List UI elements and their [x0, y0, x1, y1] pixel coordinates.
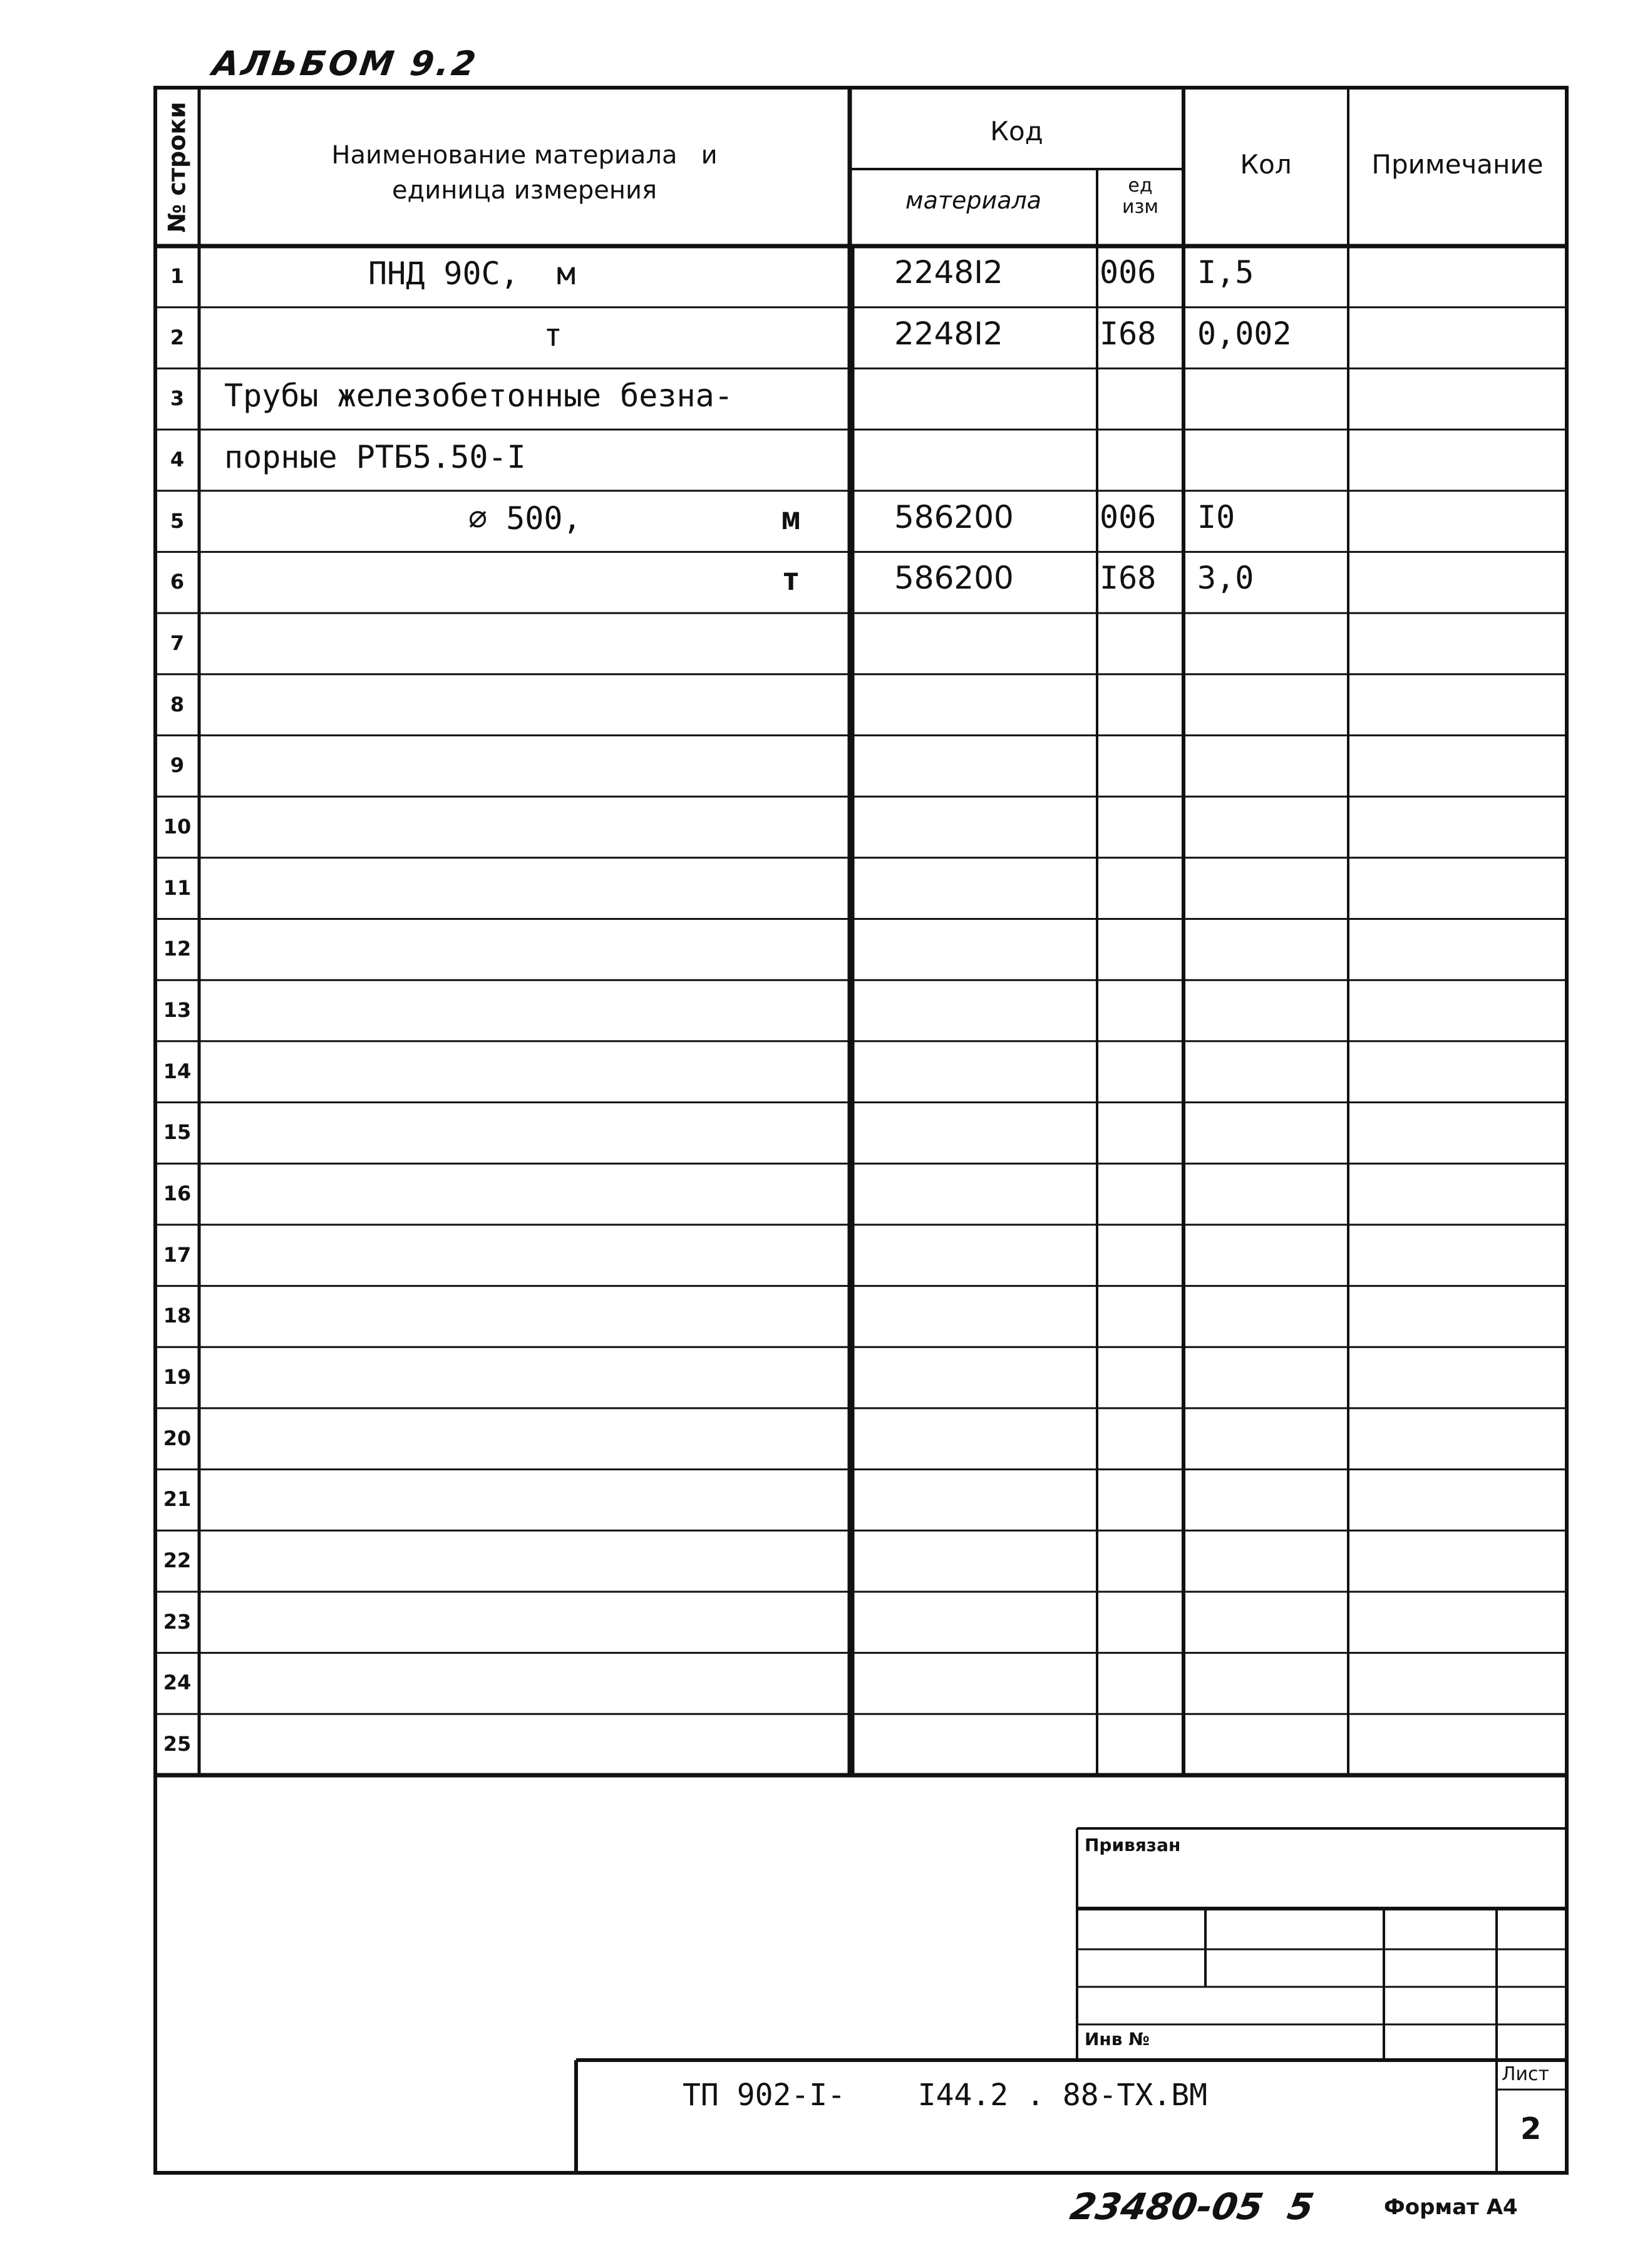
row-name: т: [544, 316, 563, 353]
table-row: [155, 1470, 1567, 1531]
row-unit-code: 006: [1100, 254, 1157, 291]
table-row: [155, 613, 1567, 674]
table-row: [155, 1714, 1567, 1775]
table-row: [155, 1103, 1567, 1164]
stamp-inv-label: Инв №: [1085, 2029, 1150, 2049]
table-row: [155, 1408, 1567, 1470]
header-unit-line1: ед: [1128, 175, 1153, 197]
table-row: [155, 858, 1567, 919]
row-name: Трубы железобетонные безна-: [224, 378, 733, 415]
row-number: 19: [163, 1365, 192, 1389]
row-qty: 3,0: [1197, 560, 1254, 597]
table-row: [155, 1653, 1567, 1714]
row-name: порные РТБ5.50-I: [224, 438, 526, 475]
row-number: 2: [170, 325, 185, 349]
row-number: 1: [170, 264, 185, 288]
row-name: ∅ 500,: [468, 500, 582, 537]
row-qty: 0,002: [1197, 315, 1292, 352]
row-material-code: 2248I2: [894, 254, 1003, 291]
header-material: материала: [905, 187, 1042, 214]
row-number: 11: [163, 875, 192, 900]
table-row: [155, 368, 1567, 430]
row-number: 18: [163, 1304, 192, 1328]
archive-number: 23480-05 5: [1067, 2185, 1318, 2228]
table-row: [155, 1347, 1567, 1408]
table-row: [155, 307, 1567, 369]
table-row: [155, 1225, 1567, 1286]
table-row: [155, 491, 1567, 552]
table-row: [155, 919, 1567, 980]
row-number: 20: [163, 1426, 192, 1450]
header-unit-line2: изм: [1122, 196, 1159, 218]
header-unit-code: [1097, 175, 1183, 218]
header-row-number: № строки: [163, 101, 192, 233]
table-row: [155, 980, 1567, 1041]
row-number: 23: [163, 1609, 192, 1634]
row-number: 16: [163, 1182, 192, 1206]
header-name-line2: единица измерения: [391, 176, 657, 205]
album-label: АЛЬБОМ 9.2: [210, 44, 481, 83]
row-material-code: 586200: [894, 560, 1014, 597]
table-row: [155, 430, 1567, 491]
row-material-code: 586200: [894, 498, 1014, 535]
table-row: [155, 552, 1567, 613]
table-row: [155, 246, 1567, 307]
doc-code: ТП 902-I- I44.2 . 88-ТХ.ВМ: [683, 2078, 1208, 2113]
header-name: [199, 138, 850, 208]
table-row: [155, 796, 1567, 858]
row-number: 3: [170, 386, 185, 411]
row-name-unit: т: [781, 561, 801, 598]
row-name-unit: м: [781, 500, 801, 537]
sheet-label: Лист: [1502, 2063, 1550, 2085]
row-qty: I,5: [1197, 254, 1254, 291]
row-number: 6: [170, 570, 185, 594]
row-material-code: 2248I2: [894, 315, 1003, 352]
sheet-number: 2: [1520, 2111, 1542, 2147]
header-name-line1: Наименование материала и: [331, 141, 718, 170]
table-row: [155, 1286, 1567, 1348]
stamp-tied-label: Привязан: [1085, 1835, 1181, 1855]
row-name: ПНД 90С, м: [368, 255, 576, 292]
row-number: 5: [170, 508, 185, 533]
header-note: Примечание: [1371, 149, 1544, 180]
row-number: 13: [163, 997, 192, 1022]
row-number: 7: [170, 631, 185, 655]
row-number: 8: [170, 692, 185, 716]
table-row: [155, 1163, 1567, 1225]
table-row: [155, 1530, 1567, 1592]
row-number: 25: [163, 1732, 192, 1756]
row-number: 10: [163, 814, 192, 838]
row-number: 12: [163, 937, 192, 961]
row-number: 17: [163, 1242, 192, 1267]
row-number: 22: [163, 1549, 192, 1573]
table-row: [155, 1041, 1567, 1103]
row-unit-code: I68: [1100, 315, 1157, 352]
table-row: [155, 674, 1567, 736]
header-qty: Кол: [1240, 149, 1292, 180]
format-label: Формат А4: [1384, 2195, 1518, 2220]
row-unit-code: 006: [1100, 498, 1157, 535]
header-code: Код: [990, 116, 1043, 147]
row-number: 14: [163, 1059, 192, 1083]
row-qty: I0: [1197, 498, 1235, 535]
row-number: 4: [170, 447, 185, 472]
row-number: 15: [163, 1120, 192, 1145]
row-unit-code: I68: [1100, 560, 1157, 597]
row-number: 21: [163, 1487, 192, 1512]
row-number: 24: [163, 1671, 192, 1695]
row-number: 9: [170, 753, 185, 778]
table-row: [155, 735, 1567, 796]
table-row: [155, 1592, 1567, 1653]
